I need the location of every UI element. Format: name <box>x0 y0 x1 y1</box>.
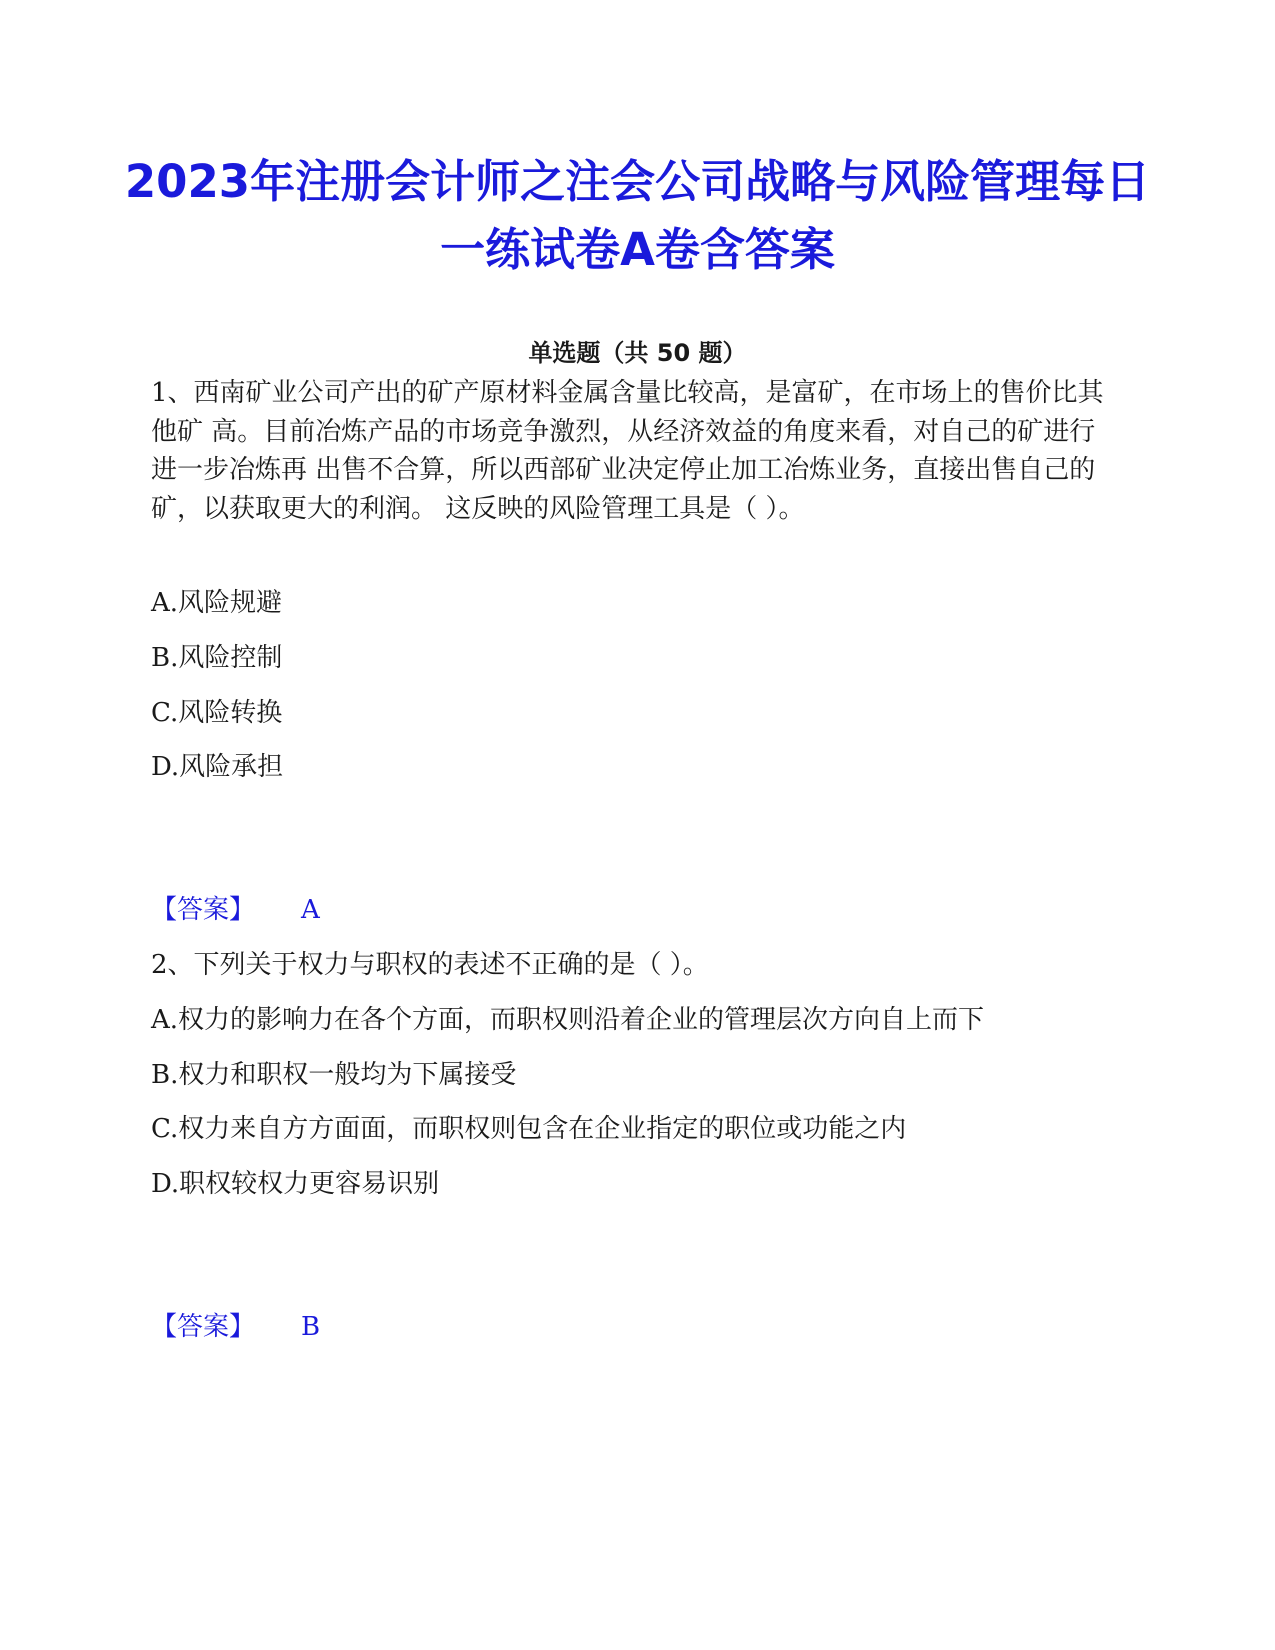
answer-value: B <box>301 1312 321 1342</box>
question-2-option-c: C.权力来自方方面面，而职权则包含在企业指定的职位或功能之内 <box>151 1114 907 1144</box>
question-2-answer <box>151 1309 1106 1345</box>
question-1-stem: 1、西南矿业公司产出的矿产原材料金属含量比较高，是富矿，在市场上的售价比其他矿 高。目前冶炼产品的市场竞争激烈，从经济效益的角度来看，对自己的矿进行进一步冶炼再 出售不合算，所以西部矿业决定停止加工冶炼业务，直接出售自己的矿，以获取更大的利润。 这反映的风险管理工具是（ ）。 <box>151 378 1104 524</box>
question-2-stem: 2、下列关于权力与职权的表述不正确的是（ ）。 <box>151 950 709 980</box>
question-1-answer <box>151 892 1106 928</box>
question-2-option-d: D.职权较权力更容易识别 <box>151 1169 440 1199</box>
question-1-option-c: C.风险转换 <box>151 698 283 728</box>
answer-label: 【答案】 <box>151 1312 256 1342</box>
answer-label: 【答案】 <box>151 895 256 925</box>
question-1-option-b: B.风险控制 <box>151 643 283 673</box>
question-1-option-d: D.风险承担 <box>151 752 284 782</box>
question-1-option-a: A.风险规避 <box>151 588 283 618</box>
question-2-option-a: A.权力的影响力在各个方面，而职权则沿着企业的管理层次方向自上而下 <box>151 1005 985 1035</box>
question-2-option-b: B.权力和职权一般均为下属接受 <box>151 1060 517 1090</box>
answer-value: A <box>301 895 320 925</box>
section-heading: 单选题（共 50 题） <box>528 339 747 367</box>
document-title: 2023年注册会计师之注会公司战略与风险管理每日一练试卷A卷含答案 <box>124 155 1151 276</box>
